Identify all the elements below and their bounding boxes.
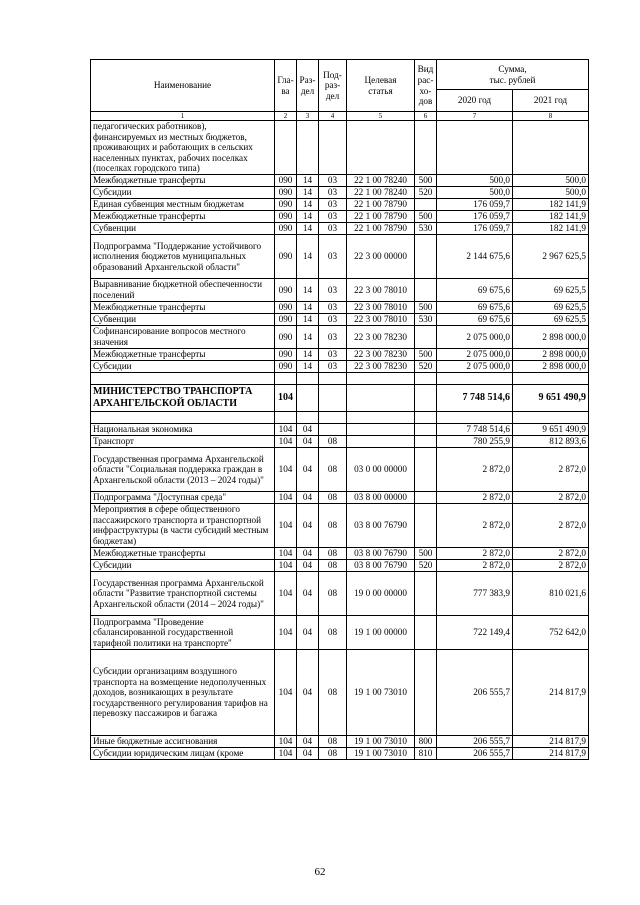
cell-glava: 104 bbox=[275, 559, 297, 571]
cell-razdel: 14 bbox=[297, 174, 319, 186]
cell-target: 22 3 00 78010 bbox=[347, 313, 415, 325]
cell-razdel: 14 bbox=[297, 325, 319, 348]
cell-vid: 520 bbox=[415, 360, 437, 372]
cell-razdel: 04 bbox=[297, 571, 319, 615]
cell-name: Межбюджетные трансферты bbox=[91, 210, 275, 222]
header-glava bbox=[275, 60, 297, 112]
cell-sum-2021: 2 898 000,0 bbox=[513, 348, 589, 360]
cell-sum-2020 bbox=[437, 121, 513, 175]
cell-sum-2020: 2 872,0 bbox=[437, 547, 513, 559]
cell-target: 19 1 00 00000 bbox=[347, 615, 415, 649]
cell-sum-2021 bbox=[513, 372, 589, 384]
cell-target bbox=[347, 411, 415, 423]
column-number: 2 bbox=[275, 112, 297, 121]
cell-vid: 500 bbox=[415, 547, 437, 559]
header-glava-text: Гла- ва bbox=[277, 74, 294, 96]
cell-name bbox=[91, 411, 275, 423]
cell-podrazdel: 03 bbox=[319, 210, 347, 222]
cell-sum-2020: 722 149,4 bbox=[437, 615, 513, 649]
cell-razdel bbox=[297, 411, 319, 423]
cell-glava: 090 bbox=[275, 222, 297, 234]
header-name: Наименование bbox=[91, 60, 275, 112]
cell-sum-2021: 69 625,5 bbox=[513, 313, 589, 325]
table-row bbox=[91, 571, 589, 615]
table-header bbox=[91, 60, 589, 121]
cell-target: 22 3 00 78010 bbox=[347, 301, 415, 313]
cell-glava: 090 bbox=[275, 174, 297, 186]
table-row bbox=[91, 234, 589, 278]
cell-name: МИНИСТЕРСТВО ТРАНСПОРТА АРХАНГЕЛЬСКОЙ ОБЛАСТИ bbox=[91, 384, 275, 411]
cell-name: Межбюджетные трансферты bbox=[91, 547, 275, 559]
cell-glava: 104 bbox=[275, 571, 297, 615]
cell-razdel: 14 bbox=[297, 301, 319, 313]
cell-razdel: 04 bbox=[297, 747, 319, 759]
cell-podrazdel: 03 bbox=[319, 360, 347, 372]
cell-target bbox=[347, 435, 415, 447]
cell-sum-2020: 2 144 675,6 bbox=[437, 234, 513, 278]
cell-sum-2020: 7 748 514,6 bbox=[437, 423, 513, 435]
cell-sum-2020: 2 872,0 bbox=[437, 491, 513, 503]
cell-vid bbox=[415, 491, 437, 503]
cell-razdel bbox=[297, 121, 319, 175]
cell-podrazdel: 03 bbox=[319, 348, 347, 360]
cell-name: Государственная программа Архангельской области "Развитие транспортной системы Архангельской области (2014 – 2024 годы)" bbox=[91, 571, 275, 615]
cell-target: 22 3 00 00000 bbox=[347, 234, 415, 278]
table-row bbox=[91, 503, 589, 547]
cell-vid bbox=[415, 411, 437, 423]
column-number: 6 bbox=[415, 112, 437, 121]
cell-sum-2020: 500,0 bbox=[437, 174, 513, 186]
cell-razdel: 14 bbox=[297, 222, 319, 234]
cell-target: 19 1 00 73010 bbox=[347, 747, 415, 759]
cell-sum-2021: 214 817,9 bbox=[513, 747, 589, 759]
cell-glava: 104 bbox=[275, 491, 297, 503]
cell-target: 22 3 00 78230 bbox=[347, 360, 415, 372]
cell-sum-2020: 2 872,0 bbox=[437, 559, 513, 571]
cell-podrazdel: 08 bbox=[319, 615, 347, 649]
cell-sum-2020: 69 675,6 bbox=[437, 313, 513, 325]
cell-sum-2020: 206 555,7 bbox=[437, 735, 513, 747]
cell-podrazdel: 03 bbox=[319, 234, 347, 278]
cell-target: 22 1 00 78790 bbox=[347, 222, 415, 234]
cell-name: Софинансирование вопросов местного значения bbox=[91, 325, 275, 348]
cell-name: Подпрограмма "Поддержание устойчивого исполнения бюджетов муниципальных образований Архангельской области" bbox=[91, 234, 275, 278]
cell-glava: 090 bbox=[275, 210, 297, 222]
header-podrazdel-text: Под- раз- дел bbox=[323, 69, 342, 101]
cell-razdel: 04 bbox=[297, 491, 319, 503]
table-row bbox=[91, 747, 589, 759]
table-row bbox=[91, 121, 589, 175]
cell-vid bbox=[415, 615, 437, 649]
table-body bbox=[91, 121, 589, 760]
cell-sum-2021: 2 967 625,5 bbox=[513, 234, 589, 278]
cell-glava: 104 bbox=[275, 384, 297, 411]
spacer-row bbox=[91, 411, 589, 423]
cell-sum-2020: 176 059,7 bbox=[437, 210, 513, 222]
cell-sum-2020: 69 675,6 bbox=[437, 301, 513, 313]
cell-vid: 500 bbox=[415, 174, 437, 186]
cell-sum-2021 bbox=[513, 121, 589, 175]
cell-razdel: 14 bbox=[297, 234, 319, 278]
cell-glava: 104 bbox=[275, 649, 297, 735]
cell-sum-2021 bbox=[513, 411, 589, 423]
cell-sum-2021: 2 872,0 bbox=[513, 503, 589, 547]
column-number: 1 bbox=[91, 112, 275, 121]
cell-target: 22 1 00 78790 bbox=[347, 210, 415, 222]
cell-vid: 500 bbox=[415, 348, 437, 360]
cell-podrazdel bbox=[319, 384, 347, 411]
cell-sum-2021: 810 021,6 bbox=[513, 571, 589, 615]
cell-glava: 090 bbox=[275, 313, 297, 325]
table-row bbox=[91, 174, 589, 186]
cell-sum-2021: 69 625,5 bbox=[513, 278, 589, 301]
table-row bbox=[91, 222, 589, 234]
cell-sum-2020: 206 555,7 bbox=[437, 747, 513, 759]
header-podrazdel bbox=[319, 60, 347, 112]
cell-sum-2021: 2 872,0 bbox=[513, 491, 589, 503]
cell-sum-2020: 2 872,0 bbox=[437, 447, 513, 491]
cell-target: 22 3 00 78230 bbox=[347, 348, 415, 360]
cell-glava: 090 bbox=[275, 360, 297, 372]
cell-target: 19 1 00 73010 bbox=[347, 649, 415, 735]
cell-vid bbox=[415, 435, 437, 447]
cell-name: Субвенции bbox=[91, 313, 275, 325]
cell-name: Национальная экономика bbox=[91, 423, 275, 435]
cell-name: Государственная программа Архангельской области "Социальная поддержка граждан в Архангельской области (2013 – 2024 годы)" bbox=[91, 447, 275, 491]
cell-sum-2020 bbox=[437, 411, 513, 423]
column-number: 8 bbox=[513, 112, 589, 121]
cell-sum-2021: 2 898 000,0 bbox=[513, 325, 589, 348]
cell-razdel: 14 bbox=[297, 198, 319, 210]
cell-target: 22 1 00 78790 bbox=[347, 198, 415, 210]
table-row bbox=[91, 301, 589, 313]
cell-sum-2021: 752 642,0 bbox=[513, 615, 589, 649]
cell-sum-2020: 2 075 000,0 bbox=[437, 360, 513, 372]
cell-name bbox=[91, 372, 275, 384]
cell-glava: 090 bbox=[275, 325, 297, 348]
cell-glava: 104 bbox=[275, 547, 297, 559]
cell-target: 22 3 00 78010 bbox=[347, 278, 415, 301]
header-year-2021: 2021 год bbox=[513, 90, 589, 112]
cell-glava: 104 bbox=[275, 435, 297, 447]
cell-razdel: 04 bbox=[297, 735, 319, 747]
cell-vid bbox=[415, 325, 437, 348]
cell-name: Субвенции bbox=[91, 222, 275, 234]
cell-sum-2020: 2 872,0 bbox=[437, 503, 513, 547]
cell-sum-2021: 2 872,0 bbox=[513, 559, 589, 571]
cell-name: Подпрограмма "Проведение сбалансированной государственной тарифной политики на транспорте" bbox=[91, 615, 275, 649]
header-vid-text: Вид рас- хо- дов bbox=[417, 64, 434, 107]
cell-razdel bbox=[297, 384, 319, 411]
cell-razdel: 04 bbox=[297, 615, 319, 649]
cell-name: Мероприятия в сфере общественного пассажирского транспорта и транспортной инфраструктуры (в части субсидий местным бюджетам) bbox=[91, 503, 275, 547]
table-row bbox=[91, 559, 589, 571]
cell-razdel: 04 bbox=[297, 447, 319, 491]
cell-target: 19 1 00 73010 bbox=[347, 735, 415, 747]
table-row bbox=[91, 423, 589, 435]
cell-name: Иные бюджетные ассигнования bbox=[91, 735, 275, 747]
cell-vid: 520 bbox=[415, 186, 437, 198]
cell-sum-2021: 9 651 490,9 bbox=[513, 423, 589, 435]
header-year-2020: 2020 год bbox=[437, 90, 513, 112]
cell-vid: 500 bbox=[415, 301, 437, 313]
cell-sum-2020: 780 255,9 bbox=[437, 435, 513, 447]
cell-podrazdel: 03 bbox=[319, 186, 347, 198]
column-number: 7 bbox=[437, 112, 513, 121]
cell-razdel: 14 bbox=[297, 360, 319, 372]
cell-sum-2021: 214 817,9 bbox=[513, 649, 589, 735]
cell-sum-2020: 500,0 bbox=[437, 186, 513, 198]
cell-vid: 800 bbox=[415, 735, 437, 747]
cell-vid bbox=[415, 121, 437, 175]
cell-sum-2020 bbox=[437, 372, 513, 384]
cell-name: Субсидии bbox=[91, 559, 275, 571]
cell-glava: 104 bbox=[275, 747, 297, 759]
cell-vid bbox=[415, 278, 437, 301]
cell-vid: 810 bbox=[415, 747, 437, 759]
cell-name: Транспорт bbox=[91, 435, 275, 447]
cell-glava: 090 bbox=[275, 234, 297, 278]
cell-podrazdel: 08 bbox=[319, 559, 347, 571]
table-row bbox=[91, 649, 589, 735]
header-target-text: Целевая статья bbox=[364, 74, 397, 96]
table-row bbox=[91, 384, 589, 411]
cell-sum-2021: 214 817,9 bbox=[513, 735, 589, 747]
cell-name: Выравнивание бюджетной обеспеченности поселений bbox=[91, 278, 275, 301]
cell-vid bbox=[415, 372, 437, 384]
cell-glava: 104 bbox=[275, 503, 297, 547]
cell-sum-2021: 812 893,6 bbox=[513, 435, 589, 447]
table-row bbox=[91, 210, 589, 222]
cell-sum-2021: 182 141,9 bbox=[513, 198, 589, 210]
cell-target: 03 8 00 76790 bbox=[347, 503, 415, 547]
cell-glava: 090 bbox=[275, 186, 297, 198]
cell-name: Межбюджетные трансферты bbox=[91, 174, 275, 186]
cell-razdel: 04 bbox=[297, 649, 319, 735]
cell-name: Субсидии bbox=[91, 360, 275, 372]
header-razdel-text: Раз- дел bbox=[299, 74, 316, 96]
cell-podrazdel: 08 bbox=[319, 435, 347, 447]
cell-glava: 104 bbox=[275, 735, 297, 747]
cell-name: педагогических работников), финансируемых из местных бюджетов, проживающих и работающих в сельских населенных пунктах, рабочих поселках (поселках городского типа) bbox=[91, 121, 275, 175]
cell-razdel bbox=[297, 372, 319, 384]
cell-glava: 090 bbox=[275, 348, 297, 360]
cell-sum-2020: 206 555,7 bbox=[437, 649, 513, 735]
cell-glava: 104 bbox=[275, 447, 297, 491]
page-number: 62 bbox=[314, 866, 326, 878]
cell-razdel: 04 bbox=[297, 435, 319, 447]
cell-target: 22 1 00 78240 bbox=[347, 174, 415, 186]
cell-target bbox=[347, 423, 415, 435]
cell-razdel: 04 bbox=[297, 503, 319, 547]
cell-podrazdel bbox=[319, 372, 347, 384]
cell-name: Единая субвенция местным бюджетам bbox=[91, 198, 275, 210]
cell-vid: 530 bbox=[415, 313, 437, 325]
cell-target: 22 1 00 78240 bbox=[347, 186, 415, 198]
cell-razdel: 14 bbox=[297, 313, 319, 325]
cell-name: Подпрограмма "Доступная среда" bbox=[91, 491, 275, 503]
cell-target: 19 0 00 00000 bbox=[347, 571, 415, 615]
cell-glava: 090 bbox=[275, 278, 297, 301]
cell-name: Субсидии организациям воздушного транспорта на возмещение недополученных доходов, возникающих в результате государственного регулирования тарифов на перевозку пассажиров и багажа bbox=[91, 649, 275, 735]
cell-glava: 090 bbox=[275, 198, 297, 210]
cell-razdel: 14 bbox=[297, 278, 319, 301]
cell-vid bbox=[415, 447, 437, 491]
header-razdel bbox=[297, 60, 319, 112]
cell-glava bbox=[275, 411, 297, 423]
cell-podrazdel bbox=[319, 423, 347, 435]
cell-podrazdel bbox=[319, 411, 347, 423]
cell-sum-2021: 500,0 bbox=[513, 174, 589, 186]
cell-sum-2021: 500,0 bbox=[513, 186, 589, 198]
header-sum bbox=[437, 60, 589, 90]
cell-podrazdel: 03 bbox=[319, 313, 347, 325]
header-sum-text: Сумма, тыс. рублей bbox=[489, 63, 536, 85]
column-numbers-row bbox=[91, 112, 589, 121]
cell-target bbox=[347, 372, 415, 384]
cell-razdel: 04 bbox=[297, 547, 319, 559]
table-row bbox=[91, 735, 589, 747]
cell-sum-2020: 7 748 514,6 bbox=[437, 384, 513, 411]
cell-podrazdel: 03 bbox=[319, 325, 347, 348]
cell-razdel: 14 bbox=[297, 186, 319, 198]
cell-podrazdel: 03 bbox=[319, 198, 347, 210]
cell-vid: 530 bbox=[415, 222, 437, 234]
cell-name: Межбюджетные трансферты bbox=[91, 348, 275, 360]
cell-vid bbox=[415, 649, 437, 735]
cell-sum-2021: 2 872,0 bbox=[513, 447, 589, 491]
cell-name: Субсидии юридическим лицам (кроме bbox=[91, 747, 275, 759]
cell-target: 03 8 00 00000 bbox=[347, 491, 415, 503]
cell-sum-2021: 182 141,9 bbox=[513, 222, 589, 234]
cell-vid bbox=[415, 384, 437, 411]
cell-sum-2021: 182 141,9 bbox=[513, 210, 589, 222]
cell-razdel: 04 bbox=[297, 559, 319, 571]
cell-target: 03 8 00 76790 bbox=[347, 547, 415, 559]
cell-sum-2021: 2 898 000,0 bbox=[513, 360, 589, 372]
header-target bbox=[347, 60, 415, 112]
cell-vid: 500 bbox=[415, 210, 437, 222]
table-row bbox=[91, 325, 589, 348]
cell-sum-2020: 176 059,7 bbox=[437, 198, 513, 210]
cell-glava: 104 bbox=[275, 615, 297, 649]
cell-podrazdel: 03 bbox=[319, 278, 347, 301]
cell-vid: 520 bbox=[415, 559, 437, 571]
table-row bbox=[91, 348, 589, 360]
table-row bbox=[91, 186, 589, 198]
cell-podrazdel: 03 bbox=[319, 222, 347, 234]
table-row bbox=[91, 615, 589, 649]
cell-podrazdel: 08 bbox=[319, 747, 347, 759]
cell-sum-2020: 69 675,6 bbox=[437, 278, 513, 301]
cell-podrazdel: 08 bbox=[319, 447, 347, 491]
cell-podrazdel: 08 bbox=[319, 649, 347, 735]
table-row bbox=[91, 360, 589, 372]
cell-glava bbox=[275, 372, 297, 384]
table-row bbox=[91, 198, 589, 210]
cell-target bbox=[347, 384, 415, 411]
cell-razdel: 14 bbox=[297, 348, 319, 360]
cell-name: Межбюджетные трансферты bbox=[91, 301, 275, 313]
cell-vid bbox=[415, 198, 437, 210]
table-row bbox=[91, 278, 589, 301]
table-row bbox=[91, 313, 589, 325]
cell-vid bbox=[415, 571, 437, 615]
cell-vid bbox=[415, 423, 437, 435]
cell-vid bbox=[415, 503, 437, 547]
cell-glava bbox=[275, 121, 297, 175]
cell-podrazdel: 08 bbox=[319, 547, 347, 559]
spacer-row bbox=[91, 372, 589, 384]
cell-podrazdel: 08 bbox=[319, 735, 347, 747]
cell-podrazdel bbox=[319, 121, 347, 175]
table-row bbox=[91, 547, 589, 559]
cell-razdel: 04 bbox=[297, 423, 319, 435]
column-number: 5 bbox=[347, 112, 415, 121]
cell-podrazdel: 08 bbox=[319, 491, 347, 503]
cell-sum-2020: 2 075 000,0 bbox=[437, 348, 513, 360]
cell-razdel: 14 bbox=[297, 210, 319, 222]
cell-sum-2021: 9 651 490,9 bbox=[513, 384, 589, 411]
cell-podrazdel: 08 bbox=[319, 571, 347, 615]
column-number: 4 bbox=[319, 112, 347, 121]
column-number: 3 bbox=[297, 112, 319, 121]
cell-podrazdel: 08 bbox=[319, 503, 347, 547]
header-vid bbox=[415, 60, 437, 112]
cell-sum-2021: 69 625,5 bbox=[513, 301, 589, 313]
cell-sum-2020: 2 075 000,0 bbox=[437, 325, 513, 348]
cell-podrazdel: 03 bbox=[319, 174, 347, 186]
cell-target: 03 0 00 00000 bbox=[347, 447, 415, 491]
cell-sum-2020: 176 059,7 bbox=[437, 222, 513, 234]
cell-vid bbox=[415, 234, 437, 278]
cell-glava: 090 bbox=[275, 301, 297, 313]
cell-sum-2020: 777 383,9 bbox=[437, 571, 513, 615]
cell-target bbox=[347, 121, 415, 175]
cell-podrazdel: 03 bbox=[319, 301, 347, 313]
cell-target: 22 3 00 78230 bbox=[347, 325, 415, 348]
table-row bbox=[91, 435, 589, 447]
cell-glava: 104 bbox=[275, 423, 297, 435]
cell-name: Субсидии bbox=[91, 186, 275, 198]
cell-target: 03 8 00 76790 bbox=[347, 559, 415, 571]
cell-sum-2021: 2 872,0 bbox=[513, 547, 589, 559]
table-row bbox=[91, 447, 589, 491]
budget-table bbox=[90, 59, 589, 760]
table-row bbox=[91, 491, 589, 503]
